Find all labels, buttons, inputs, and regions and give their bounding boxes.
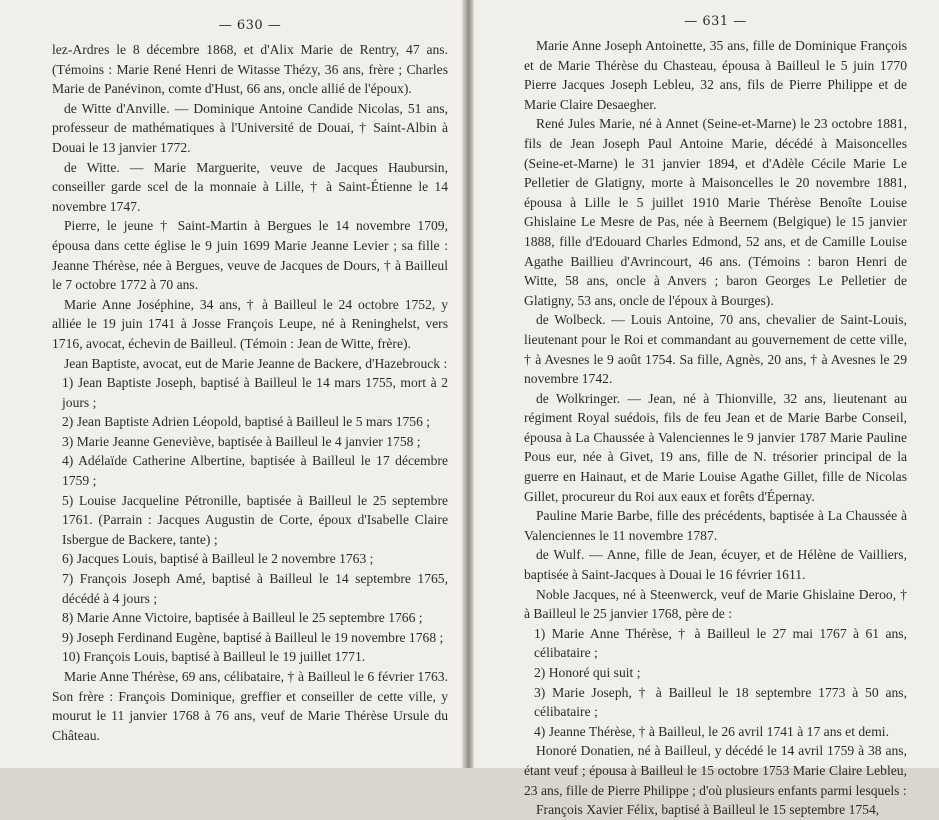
list-item: 5) Louise Jacqueline Pétronille, baptisée à Bailleul le 25 septembre 1761. (Parrain : Jacques Augustin de Corte, époux d'Isabelle Claire Isbergue de Backere, tante) ;	[62, 492, 448, 547]
list-item: 7) François Joseph Amé, baptisé à Bailleul le 14 septembre 1765, décédé à 4 jours ;	[62, 571, 448, 606]
list-item: 1) Jean Baptiste Joseph, baptisé à Bailleul le 14 mars 1755, mort à 2 jours ;	[62, 375, 448, 410]
paragraph: Jean Baptiste, avocat, eut de Marie Jeanne de Backere, d'Hazebrouck :	[64, 355, 448, 371]
paragraph: Pauline Marie Barbe, fille des précédents, baptisée à La Chaussée à Valenciennes le 11 novembre 1787.	[524, 508, 907, 543]
paragraph: lez-Ardres le 8 décembre 1868, et d'Alix Marie de Rentry, 47 ans. (Témoins : Marie René Henri de Witasse Thézy, 36 ans, frère ; Charles Marie de Panévinon, comte d'Hust, 66 ans, oncle allié de l'époux).	[52, 42, 448, 97]
paragraph: Noble Jacques, né à Steenwerck, veuf de Marie Ghislaine Deroo, † à Bailleul le 25 janvier 1768, père de :	[524, 586, 907, 622]
entry-de-witte-danville: de Witte d'Anville. — Dominique Antoine Candide Nicolas, 51 ans, professeur de mathématiques à l'Université de Douai, † Saint-Albin à Douai le 13 janvier 1772.	[52, 100, 448, 155]
entry-de-wolkringer: de Wolkringer. — Jean, né à Thionville, 32 ans, lieutenant au régiment Royal suédois, fils de feu Jean et de Marie Barbe Conseil, épousa à La Chaussée à Valenciennes le 9 janvier 1787 Marie Pauline Pous eur, née à Givet, 19 ans, fille de N. trésorier principal de la guerre en Hainaut, et de Marie Louise Agathe Gillet, fille de Nicolas Gillet, procureur du Roi aux eaux et forêts d'Épernay.	[524, 390, 907, 504]
paragraph: Marie Anne Thérèse, 69 ans, célibataire, † à Bailleul le 6 février 1763. Son frère : François Dominique, greffier et conseiller de cette ville, y mourut le 11 janvier 1768 à 76 ans, veuf de Marie Thérèse Ursule du Château.	[52, 669, 448, 743]
list-item: 3) Marie Joseph, † à Bailleul le 18 septembre 1773 à 50 ans, célibataire ;	[534, 684, 907, 720]
list-item: 3) Marie Jeanne Geneviève, baptisée à Bailleul le 4 janvier 1758 ;	[62, 433, 421, 449]
list-item: 2) Jean Baptiste Adrien Léopold, baptisé à Bailleul le 5 mars 1756 ;	[62, 414, 431, 430]
book-gutter	[462, 0, 474, 768]
page-number-631: — 631 —	[684, 14, 747, 29]
list-item: 10) François Louis, baptisé à Bailleul le 19 juillet 1771.	[62, 649, 366, 665]
entry-de-wolbeck: de Wolbeck. — Louis Antoine, 70 ans, chevalier de Saint-Louis, lieutenant pour le Roi et commandant au gouvernement de cette ville, † à Avesnes le 9 août 1754. Sa fille, Agnès, 20 ans, † à Avesnes le 29 novembre 1742.	[524, 312, 907, 387]
right-page	[474, 0, 939, 818]
paragraph: François Xavier Félix, baptisé à Bailleul le 15 septembre 1754,	[536, 802, 880, 818]
list-item: 6) Jacques Louis, baptisé à Bailleul le 2 novembre 1763 ;	[62, 551, 374, 567]
list-item: 8) Marie Anne Victoire, baptisée à Bailleul le 25 septembre 1766 ;	[62, 610, 423, 626]
paragraph: Honoré Donatien, né à Bailleul, y décédé le 14 avril 1759 à 38 ans, étant veuf ; épousa à Bailleul le 15 octobre 1753 Marie Claire Lebleu, 23 ans, fille de Pierre Philippe ; d'où plusieurs enfants parmi lesquels :	[524, 743, 907, 798]
paragraph: René Jules Marie, né à Annet (Seine-et-Marne) le 23 octobre 1881, fils de Jean Joseph Paul Antoine Marie, décédé à Maisoncelles (Seine-et-Marne) le 31 janvier 1894, et d'Adèle Cécile Marie Le Pelletier de Glatigny, morte à Maisoncelles le 20 novembre 1881, épousa à Lille le 5 juillet 1910 Marie Thérèse Benoîte Louise Ghislaine Le Mesre de Pas, née à Beernem (Belgique) le 15 janvier 1888, fille d'Edouard Charles Edmond, 52 ans, et de Camille Louise Agathe Baillieu d'Avrincourt, 46 ans. (Témoins : baron Henri de Witte, 58 ans, oncle à Anvers ; baron Georges Le Pelletier de Glatigny, 53 ans, oncle de l'époux à Bourges).	[524, 116, 907, 308]
list-item: 4) Adélaïde Catherine Albertine, baptisée à Bailleul le 17 décembre 1759 ;	[62, 453, 448, 489]
paragraph: Pierre, le jeune † Saint-Martin à Bergues le 14 novembre 1709, épousa dans cette église le 9 juin 1699 Marie Jeanne Levier ; sa fille : Jeanne Thérèse, née à Bergues, veuve de Jacques de Dours, † à Bailleul le 7 octobre 1772 à 70 ans.	[52, 218, 448, 293]
entry-de-wulf: de Wulf. — Anne, fille de Jean, écuyer, et de Hélène de Vailliers, baptisée à Saint-Jacques à Douai le 16 février 1611.	[524, 547, 907, 583]
entry-de-witte: de Witte. — Marie Marguerite, veuve de Jacques Haubursin, conseiller garde scel de la monnaie à Lille, † à Saint-Étienne le 14 novembre 1747.	[52, 159, 448, 214]
list-item: 1) Marie Anne Thérèse, † à Bailleul le 27 mai 1767 à 61 ans, célibataire ;	[534, 625, 907, 661]
left-page	[0, 0, 462, 768]
paragraph: Marie Anne Joséphine, 34 ans, † à Bailleul le 24 octobre 1752, y alliée le 19 juin 1741 à Josse François Leupe, né à Reninghelst, vers 1716, avocat, échevin de Bailleul. (Témoin : Jean de Witte, frère).	[52, 296, 448, 351]
page-number-630: — 630 —	[218, 18, 282, 33]
list-item: 9) Joseph Ferdinand Eugène, baptisé à Bailleul le 19 novembre 1768 ;	[62, 629, 444, 645]
paragraph: Marie Anne Joseph Antoinette, 35 ans, fille de Dominique François et de Marie Thérèse du Chasteau, épousa à Bailleul le 5 juin 1770 Pierre Jacques Joseph Lebleu, 32 ans, fils de Pierre Philippe et de Marie Claire Desaegher.	[524, 38, 907, 112]
list-item: 4) Jeanne Thérèse, † à Bailleul, le 26 avril 1741 à 17 ans et demi.	[534, 723, 889, 739]
list-item: 2) Honoré qui suit ;	[534, 665, 641, 680]
